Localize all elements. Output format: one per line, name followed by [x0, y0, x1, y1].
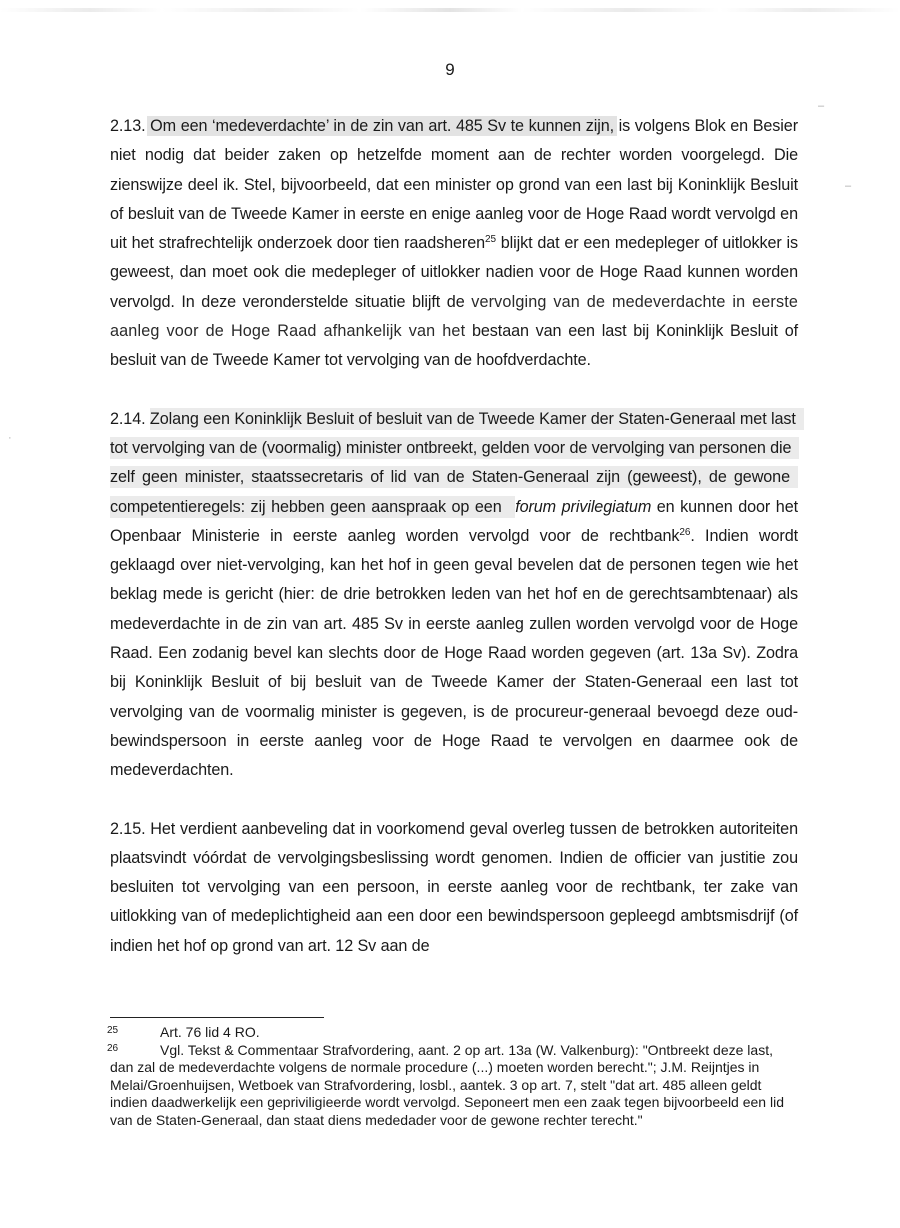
paragraph-2-13: [110, 112, 798, 376]
footnote-ref-26[interactable]: 26: [679, 526, 691, 538]
paragraph-text: Het verdient aanbeveling dat in voorkomend geval overleg tussen de betrokken autoriteiten plaatsvindt vóórdat de vervolgingsbeslissing wordt genomen. Indien de officier van justitie zou besluiten tot vervolging van een persoon, in eerste aanleg voor de rechtbank, ter zake van uitlokking van of medeplichtigheid aan een door een bewindspersoon gepleegd ambtsmisdrijf (of indien het hof op grond van art. 12 Sv aan de: [110, 819, 798, 955]
scan-speck: –: [845, 180, 852, 192]
highlighted-text: Zolang een Koninklijk Besluit of besluit van de Tweede Kamer der Staten-Generaal met last tot vervolging van de (voormalig) minister ontbreekt, gelden voor de vervolging van personen die zelf geen minister, staatssecretaris of lid van de Staten-Generaal zijn (geweest), de gewone competentieregels: zij hebben geen aanspraak op een: [110, 408, 804, 518]
footnote-number: 25: [107, 1025, 119, 1036]
paragraph-number: 2.13.: [110, 117, 146, 135]
paragraph-2-15: [110, 815, 798, 961]
footnotes: [107, 1024, 800, 1130]
paragraph-2-14: [110, 405, 798, 786]
paragraph-text: . Indien wordt geklaagd over niet-vervolging, kan het hof in geen geval bevelen dat de personen tegen wie het beklag mede is gericht (hier: de drie betrokken leden van het hof en de gerechtsambtenaar) als medeverdachte in de zin van art. 485 Sv in eerste aanleg zullen worden vervolgd voor de Hoge Raad. Een zodanig bevel kan slechts door de Hoge Raad worden gegeven (art. 13a Sv). Zodra bij Koninklijk Besluit of bij besluit van de Tweede Kamer der Staten-Generaal een last tot vervolging van de voormalig minister is gegeven, is de procureur-generaal bevoegd deze oud-bewindspersoon in eerste aanleg voor de Hoge Raad te vervolgen en daarmee ook de medeverdachten.: [110, 526, 798, 780]
highlighted-text: Om een ‘medeverdachte’ in de zin van art. 485 Sv te kunnen zijn,: [147, 116, 617, 136]
footnote-separator: [110, 1017, 324, 1018]
paragraph-text: blijkt dat er een medepleger of uitlokker is geweest, dan moet ook die medepleger of uitlokker nadien voor de Hoge Raad kunnen worden vervolgd. In deze veronderstelde situatie blijft de: [110, 234, 798, 311]
footnote-text: Art. 76 lid 4 RO.: [160, 1024, 260, 1040]
paragraph-text: bestaan van een last bij Koninklijk Besluit of besluit van de Tweede Kamer tot vervolging van de hoofdverdachte.: [110, 322, 798, 370]
paragraph-number: 2.14.: [110, 409, 146, 428]
page-number: 9: [445, 60, 455, 79]
scan-speck: –: [818, 100, 825, 112]
footnote-text: Vgl. Tekst & Commentaar Strafvordering, aant. 2 op art. 13a (W. Valkenburg): "Ontbreekt deze last, dan zal de medeverdachte volgens de normale procedure (...) moeten worden berecht."; J.M. Reijntjes in Melai/Groenhuijsen, Wetboek van Strafvordering, losbl., aantek. 3 op art. 7, stelt "dat art. 485 alleen geldt indien daadwerkelijk een gepriviligieerde wordt vervolgd. Seponeert men een zaak tegen bijvoorbeeld een lid van de Staten-Generaal, dan staat diens mededader voor de gewone rechter terecht.": [110, 1041, 784, 1128]
paragraph-number: 2.15.: [110, 819, 146, 838]
paragraph-text: en kunnen door het Openbaar Ministerie in eerste aanleg worden vervolgd voor de rechtbank: [110, 497, 798, 545]
italic-term: forum privilegiatum: [515, 497, 652, 516]
scan-edge-artifact: [0, 8, 900, 12]
scan-speck: ·: [8, 432, 12, 444]
degraded-scan-text: vervolging van de medeverdachte in eerste aanleg voor de Hoge Raad afhankelijk van het: [110, 292, 798, 341]
footnote-ref-25[interactable]: 25: [485, 234, 496, 246]
document-body: [110, 112, 798, 961]
paragraph-text: is volgens Blok en Besier niet nodig dat beider zaken op hetzelfde moment aan de rechter worden voorgelegd. Die zienswijze deel ik. Stel, bijvoorbeeld, dat een minister op grond van een last bij Koninklijk Besluit of besluit van de Tweede Kamer in eerste en enige aanleg voor de Hoge Raad wordt vervolgd en uit het strafrechtelijk onderzoek door tien raadsheren: [110, 117, 798, 253]
footnote-number: 26: [107, 1042, 119, 1054]
footnote-25: [107, 1024, 800, 1042]
footnote-26: [107, 1041, 800, 1130]
